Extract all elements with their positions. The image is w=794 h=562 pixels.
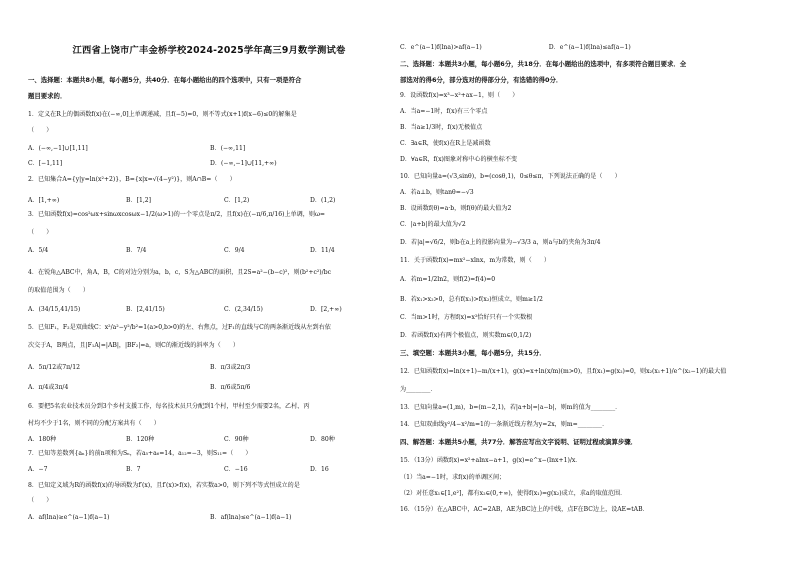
- question-text-line: D．若|a|=√6/2，则b在a上的投影向量为−√3/3 a，则a与b的夹角为3π/4: [400, 239, 601, 246]
- answer-option: A．180种: [28, 436, 57, 443]
- answer-option: B．[2,41/15): [126, 306, 165, 313]
- question-text-line: C．∃a∈R，使f(x)在R上是减函数: [400, 140, 491, 147]
- question-text-line: A．若a⊥b，则tanθ=−√3: [400, 189, 474, 196]
- question-text-line: A．若m=1/2ln2，则f(2)=f(4)=0: [400, 276, 496, 283]
- question-text-line: B．当a≥1/3时，f(x)无极值点: [400, 124, 483, 131]
- answer-option: D．80种: [310, 436, 335, 443]
- answer-option: D．16: [310, 466, 329, 473]
- question-text-line: 13．已知向量a=(1,m)，b=(m−2,1)，若|a+b|=|a−b|，则m的值为________．: [400, 404, 622, 411]
- answer-option: A．π/4或3π/4: [28, 384, 69, 391]
- answer-option: C．9/4: [224, 247, 245, 254]
- question-text-line: C．当m>1时，方程f(x)=x²恰好只有一个实数根: [400, 314, 533, 321]
- answer-option: A．−7: [28, 466, 48, 473]
- question-text-line: 次交于A，B两点，且|F₁A|=|AB|，|BF₂|=a，则C的渐近线的斜率为（ ）: [28, 342, 239, 349]
- question-text-line: （1）当a=−1时，求f(x)的单调区间；: [400, 474, 506, 481]
- question-text-line: 8．已知定义域为R的函数f(x)的导函数为f′(x)，且f′(x)>f(x)，若实数a>0，则下列不等式恒成立的是: [28, 482, 300, 489]
- answer-option: C．[1,2): [224, 197, 250, 204]
- question-text-line: 7．已知等差数列{aₙ}的前n项和为Sₙ，若a₅+a₆=14，a₁₂=−3，则S₁₁=（ ）: [28, 450, 252, 457]
- section-heading: 一、选择题：本题共8小题，每小题5分，共40分．在每小题给出的四个选项中，只有一项是符合: [28, 76, 302, 84]
- question-text-line: 村均不少于1名，则不同的分配方案共有（ ）: [28, 420, 160, 427]
- question-text-line: 的取值范围为（ ）: [28, 287, 89, 294]
- answer-option: B．π/3或2π/3: [210, 364, 251, 371]
- section-heading: 二、选择题：本题共3小题，每小题6分，共18分．在每小题给出的选项中，有多项符合题目要求．全: [400, 60, 687, 68]
- question-text-line: C．e^(a−1)f(lna)>af(a−1) D．e^(a−1)f(lna)≤af(a−1): [400, 44, 631, 51]
- question-text-line: 14．已知双曲线y²/4−x²/m=1的一条渐近线方程为y=2x，则m=________．: [400, 421, 609, 428]
- question-text-line: 6．要把5名农业技术员分到3个乡村支援工作，每名技术员只分配到1个村，甲村至少需要2名，乙村、丙: [28, 403, 310, 410]
- answer-option: D．11/4: [310, 247, 335, 254]
- question-text-line: D．∀a∈R，f(x)图象对称中心的横坐标不变: [400, 156, 518, 163]
- answer-option: D．(−∞,−1]∪[11,+∞): [210, 160, 277, 167]
- answer-option: B．7: [126, 466, 141, 473]
- question-text-line: B．若x₁>x₂>0，总有f(x₁)>f(x₂)恒成立，则m≥1/2: [400, 296, 543, 303]
- answer-option: B．[1,2]: [126, 197, 152, 204]
- section-heading: 部选对的得6分，部分选对的得部分分，有选错的得0分．: [400, 76, 563, 84]
- answer-option: B．120种: [126, 436, 155, 443]
- page-title: 江西省上饶市广丰金桥学校2024-2025学年高三9月数学测试卷: [72, 45, 346, 56]
- question-text-line: B．设函数f(θ)=a·b，则f(θ)的最大值为2: [400, 205, 512, 212]
- question-text-line: 16．（15分）在△ABC中，AC=2AB，AE为BC边上的中线，点F在BC边上，设AE=tAB．: [400, 506, 649, 513]
- question-text-line: （ ）: [28, 127, 53, 134]
- question-text-line: 9．设函数f(x)=x³−x²+ax−1，则（ ）: [400, 92, 519, 99]
- answer-option: C．90种: [224, 436, 249, 443]
- question-text-line: 为________．: [400, 386, 437, 393]
- question-text-line: 5．已知F₁，F₂是双曲线C：x²/a²−y²/b²=1(a>0,b>0)的左、右焦点，过F₁的直线与C的两条渐近线从左到右依: [28, 324, 331, 331]
- question-text-line: 1．定义在R上的偶函数f(x)在(−∞,0]上单调递减，且f(−5)=0，则不等式(x+1)f(x−6)≤0的解集是: [28, 111, 297, 118]
- question-text-line: D．若函数f(x)有两个极值点，则实数m∈(0,1/2): [400, 332, 532, 339]
- question-text-line: 12．已知函数f(x)=ln(x+1)−m/(x+1)，g(x)=x+ln(x/m)(m>0)，且f(x₁)=g(x₂)=0，则x₂(x₁+1)/e^(x₂−1)的最大值: [400, 368, 727, 375]
- answer-option: D．[2,+∞): [310, 306, 342, 313]
- answer-option: C．−16: [224, 466, 248, 473]
- section-heading: 三、填空题：本题共3小题，每小题5分，共15分．: [400, 349, 546, 357]
- answer-option: B．af(lna)≤e^(a−1)f(a−1): [210, 514, 292, 521]
- question-text-line: C．|a+b|的最大值为√2: [400, 221, 466, 228]
- answer-option: A．af(lna)≥e^(a−1)f(a−1): [28, 514, 110, 521]
- answer-option: D．(1,2): [310, 197, 336, 204]
- section-heading: 四、解答题：本题共5小题，共77分．解答应写出文字说明、证明过程或演算步骤．: [400, 438, 638, 446]
- answer-option: B．π/6或5π/6: [210, 384, 251, 391]
- section-heading: 题目要求的．: [28, 92, 67, 100]
- answer-option: C．[−1,11]: [28, 160, 63, 167]
- question-text-line: 15．（13分）函数f(x)=x²+alnx−a+1，g(x)=e^x−(lnx+1)/x．: [400, 457, 582, 464]
- answer-option: B．7/4: [126, 247, 147, 254]
- answer-option: B．(−∞,11]: [210, 145, 246, 152]
- answer-option: A．5π/12或7π/12: [28, 364, 80, 371]
- answer-option: A．(34/15,41/15): [28, 306, 81, 313]
- question-text-line: A．当a=−1时，f(x)有三个零点: [400, 108, 488, 115]
- question-text-line: （ ）: [28, 497, 53, 504]
- question-text-line: （2）对任意x₁∈[1,e²]，都有x₂∈(0,+∞)，使得f(x₁)=g(x₂)成立，求a的取值范围．: [400, 490, 627, 497]
- answer-option: A．[1,+∞): [28, 197, 60, 204]
- answer-option: A．5/4: [28, 247, 49, 254]
- question-text-line: 4．在锐角△ABC中，角A，B，C的对边分别为a，b，c，S为△ABC的面积，且2S=a²−(b−c)²，则(b²+c²)/bc: [28, 269, 332, 276]
- question-text-line: 10．已知向量a=(√3,sinθ)，b=(cosθ,1)，0≤θ≤π，下列说法正确的是（ ）: [400, 173, 621, 180]
- answer-option: A．(−∞,−1]∪[1,11]: [28, 145, 88, 152]
- answer-option: C．(2,34/15): [224, 306, 263, 313]
- question-text-line: 3．已知函数f(x)=cos²ωx+sinωxcosωx−1/2(ω>1)的一个零点是π/2，且f(x)在(−π/6,π/16)上单调，则ω=: [28, 211, 326, 218]
- question-text-line: 11．关于函数f(x)=mx²−xlnx，m为常数，则（ ）: [400, 257, 551, 264]
- question-text-line: （ ）: [28, 229, 53, 236]
- question-text-line: 2．已知集合A={y|y=ln(x²+2)}，B={x|x=√(4−y²)}，则A∩B=（ ）: [28, 176, 236, 183]
